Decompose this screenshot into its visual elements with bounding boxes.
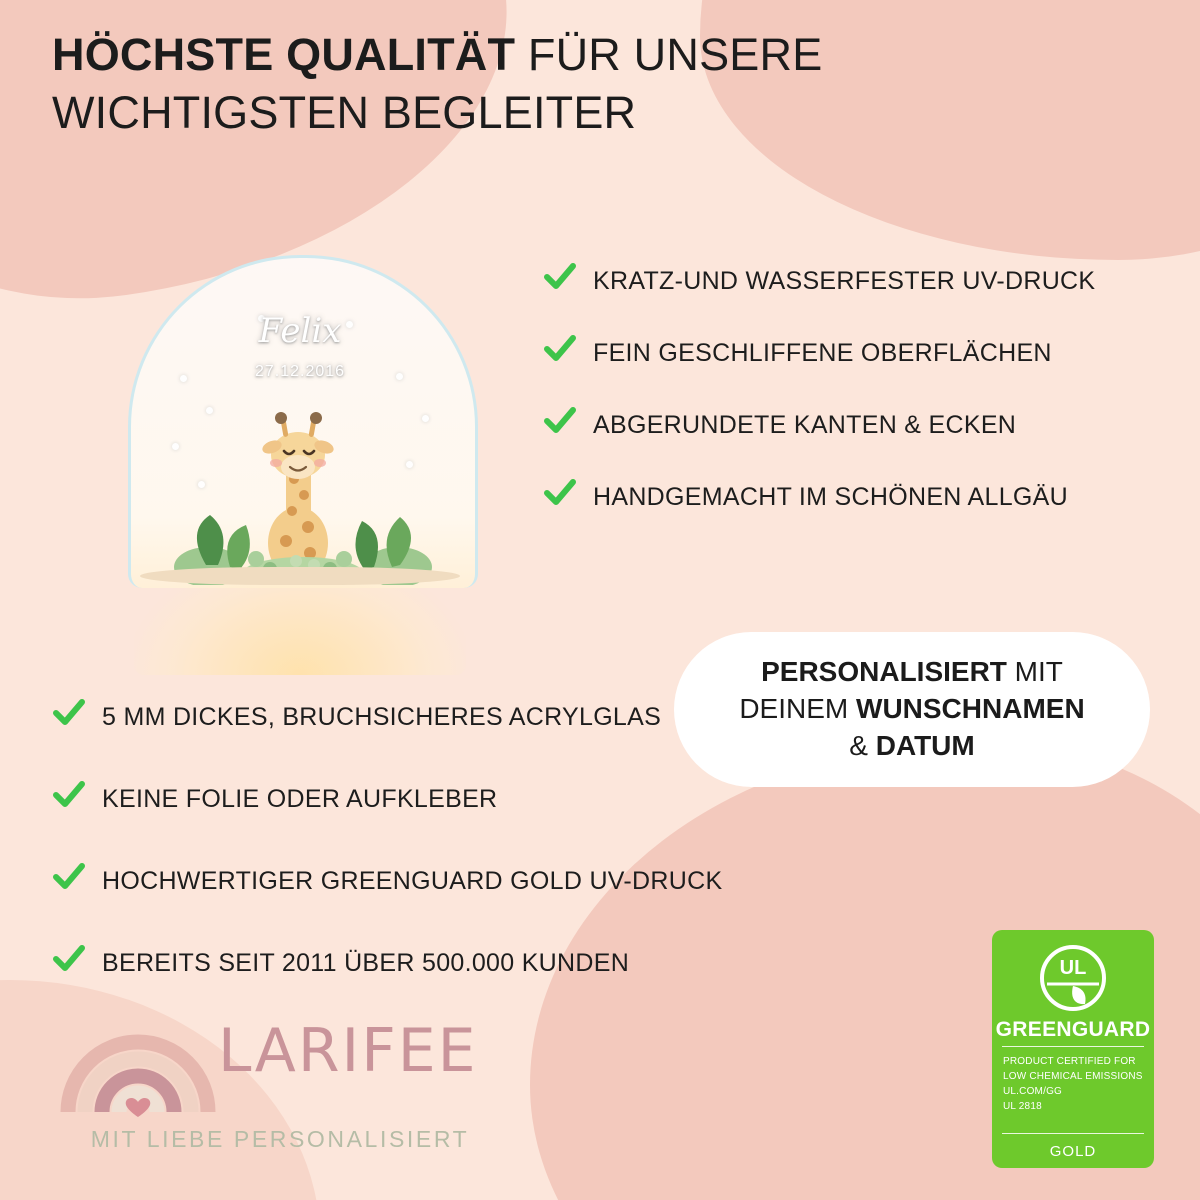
seal-divider bbox=[1002, 1046, 1144, 1047]
feature-label: 5 MM DICKES, BRUCHSICHERES ACRYLGLAS bbox=[102, 703, 662, 731]
list-item bbox=[52, 864, 722, 898]
badge-line3-rest: & bbox=[849, 729, 876, 761]
personalisation-badge bbox=[674, 632, 1150, 787]
check-icon bbox=[543, 260, 577, 294]
check-icon bbox=[543, 404, 577, 438]
check-icon bbox=[52, 860, 86, 894]
brand-name: LARIFEE bbox=[218, 1016, 478, 1086]
decor-dot bbox=[406, 461, 413, 468]
check-icon bbox=[52, 778, 86, 812]
list-item bbox=[52, 700, 722, 734]
seal-line-3: UL.COM/GG bbox=[1003, 1086, 1063, 1097]
badge-text bbox=[713, 654, 1110, 765]
page-title bbox=[52, 26, 1102, 141]
badge-line2-bold: WUNSCHNAMEN bbox=[856, 693, 1085, 725]
list-item bbox=[543, 336, 1095, 370]
wood-base bbox=[140, 573, 460, 665]
seal-line-4: UL 2818 bbox=[1003, 1101, 1042, 1112]
headline-rest: FÜR UNSERE WICHTIGSTEN BEGLEITER bbox=[52, 29, 823, 138]
headline-bold: HÖCHSTE QUALITÄT bbox=[52, 29, 516, 80]
seal-grade: GOLD bbox=[1049, 1143, 1097, 1160]
badge-line2-rest: DEINEM bbox=[739, 693, 857, 725]
product-image bbox=[110, 255, 490, 675]
list-item bbox=[52, 946, 722, 980]
engraved-name: Felix bbox=[258, 311, 342, 351]
svg-text:UL: UL bbox=[1059, 957, 1087, 979]
ul-certification-icon bbox=[1037, 942, 1109, 1014]
feature-label: BEREITS SEIT 2011 ÜBER 500.000 KUNDEN bbox=[102, 949, 630, 977]
check-icon bbox=[543, 476, 577, 510]
list-item bbox=[543, 408, 1095, 442]
check-icon bbox=[52, 696, 86, 730]
seal-title: GREENGUARD bbox=[995, 1018, 1151, 1041]
list-item bbox=[52, 782, 722, 816]
seal-details bbox=[1003, 1054, 1147, 1114]
feature-label: FEIN GESCHLIFFENE OBERFLÄCHEN bbox=[593, 339, 1052, 367]
check-icon bbox=[543, 332, 577, 366]
feature-label: KRATZ-UND WASSERFESTER UV-DRUCK bbox=[593, 267, 1096, 295]
greenguard-seal bbox=[992, 930, 1154, 1168]
brand-tagline: MIT LIEBE PERSONALISIERT bbox=[90, 1126, 470, 1152]
decor-dot bbox=[198, 481, 205, 488]
decor-dot bbox=[206, 407, 213, 414]
engraved-date: 27.12.2016 bbox=[254, 363, 346, 380]
feature-list-left bbox=[52, 700, 722, 1028]
seal-line-1: PRODUCT CERTIFIED FOR bbox=[1003, 1056, 1136, 1067]
badge-line1-rest: MIT bbox=[1006, 656, 1063, 688]
check-icon bbox=[52, 942, 86, 976]
rainbow-icon bbox=[58, 1014, 218, 1118]
list-item bbox=[543, 264, 1095, 298]
seal-divider-bottom bbox=[1002, 1133, 1144, 1134]
seal-line-2: LOW CHEMICAL EMISSIONS bbox=[1003, 1071, 1143, 1082]
badge-line1-bold: PERSONALISIERT bbox=[761, 656, 1007, 688]
list-item bbox=[543, 480, 1095, 514]
feature-label: ABGERUNDETE KANTEN & ECKEN bbox=[593, 411, 1017, 439]
feature-label: HOCHWERTIGER GREENGUARD GOLD UV-DRUCK bbox=[102, 867, 723, 895]
feature-list-right bbox=[543, 264, 1095, 552]
badge-line3-bold: DATUM bbox=[875, 729, 975, 761]
feature-label: HANDGEMACHT IM SCHÖNEN ALLGÄU bbox=[593, 483, 1068, 511]
feature-label: KEINE FOLIE ODER AUFKLEBER bbox=[102, 785, 498, 813]
brand-logo bbox=[46, 1008, 516, 1176]
decor-dot bbox=[422, 415, 429, 422]
decor-dot bbox=[172, 443, 179, 450]
